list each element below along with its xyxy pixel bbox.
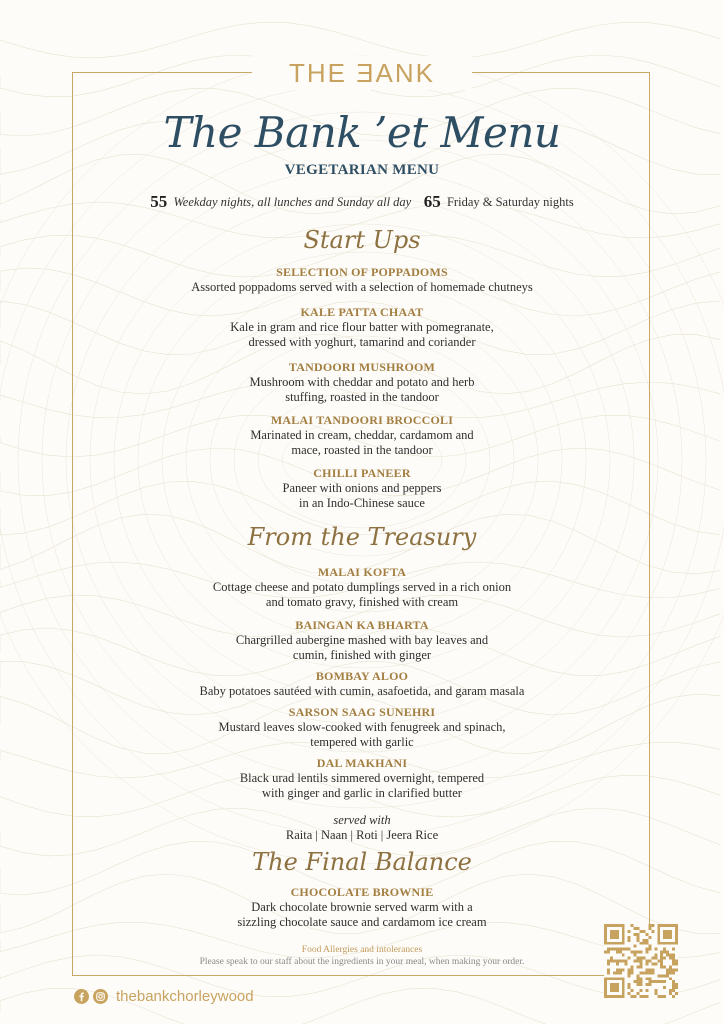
menu-item [0,669,724,699]
menu-item-description: Mushroom with cheddar and potato and herb [249,375,475,389]
menu-item [0,705,724,750]
menu-item-description: Kale in gram and rice flour batter with pomegranate, [230,320,494,334]
menu-item [0,466,724,511]
menu-item-description: tempered with garlic [310,735,414,749]
menu-item-description: mace, roasted in the tandoor [291,443,433,457]
social-links [74,985,254,1007]
menu-item-name: KALE PATTA CHAAT [300,305,424,319]
menu-item-description: sizzling chocolate sauce and cardamom ice cream [237,915,487,929]
treasury-items [0,565,724,843]
menu-item-name: BOMBAY ALOO [315,669,409,683]
menu-item-name: TANDOORI MUSHROOM [288,360,436,374]
menu-title: The Bank ’et Menu [163,108,561,157]
menu-item-description: Baby potatoes sautéed with cumin, asafoetida, and garam masala [199,684,525,698]
menu-subtitle: VEGETARIAN MENU [284,162,440,178]
weekday-price: 55 [150,192,168,211]
menu-item-description: Marinated in cream, cheddar, cardamom and [250,428,474,442]
menu-item-description: stuffing, roasted in the tandoor [285,390,439,404]
menu-item-description: Dark chocolate brownie served warm with a [251,900,473,914]
served-with-sides: Raita | Naan | Roti | Jeera Rice [285,828,439,842]
menu-item-description: Cottage cheese and potato dumplings served in a rich onion [212,580,512,594]
brand-logo: THE ƎANK [252,56,472,90]
pricing-line [0,192,724,212]
weekend-price: 65 [423,192,441,211]
menu-item-description: cumin, finished with ginger [292,648,432,662]
menu-item-description: Black urad lentils simmered overnight, tempered [239,771,485,785]
section-title-start-ups: Start Ups [303,226,421,254]
menu-item-description: Chargrilled aubergine mashed with bay leaves and [235,633,489,647]
instagram-icon[interactable] [93,989,108,1004]
allergy-heading: Food Allergies and intolerances [301,945,423,955]
section-title-the-final-balance: The Final Balance [252,848,472,876]
menu-item-name: DAL MAKHANI [316,756,408,770]
facebook-icon[interactable] [74,989,89,1004]
menu-item-name: CHOCOLATE BROWNIE [290,885,434,899]
start-ups-items [0,265,724,511]
menu-item-description: and tomato gravy, finished with cream [265,595,459,609]
menu-item [0,565,724,610]
allergy-text: Please speak to our staff about the ingredients in your meal, when making your order. [199,957,525,967]
menu-item-description: Mustard leaves slow-cooked with fenugreek and spinach, [218,720,506,734]
social-handle[interactable]: thebankchorleywood [116,987,254,1005]
menu-item-description: in an Indo-Chinese sauce [298,496,425,510]
menu-item-name: CHILLI PANEER [313,466,411,480]
menu-item [0,360,724,405]
menu-item [0,413,724,458]
menu-item-name: SELECTION OF POPPADOMS [276,265,448,279]
section-title-from-the-treasury: From the Treasury [247,523,477,551]
menu-item-name: BAINGAN KA BHARTA [295,618,429,632]
served-with [0,813,724,843]
menu-item-description: dressed with yoghurt, tamarind and coriander [248,335,476,349]
menu-item-description: Assorted poppadoms served with a selection of homemade chutneys [191,280,533,294]
qr-code[interactable] [604,924,678,998]
weekend-price-description: Friday & Saturday nights [446,195,574,209]
menu-item [0,756,724,801]
menu-item-description: with ginger and garlic in clarified butter [262,786,462,800]
menu-item-description: Paneer with onions and peppers [282,481,442,495]
menu-item [0,305,724,350]
menu-item-name: MALAI KOFTA [317,565,407,579]
served-with-label: served with [333,813,391,827]
weekday-price-description: Weekday nights, all lunches and Sunday all day [173,195,412,209]
menu-item [0,618,724,663]
menu-item-name: SARSON SAAG SUNEHRI [288,705,436,719]
menu-item-name: MALAI TANDOORI BROCCOLI [270,413,454,427]
menu-item [0,265,724,295]
